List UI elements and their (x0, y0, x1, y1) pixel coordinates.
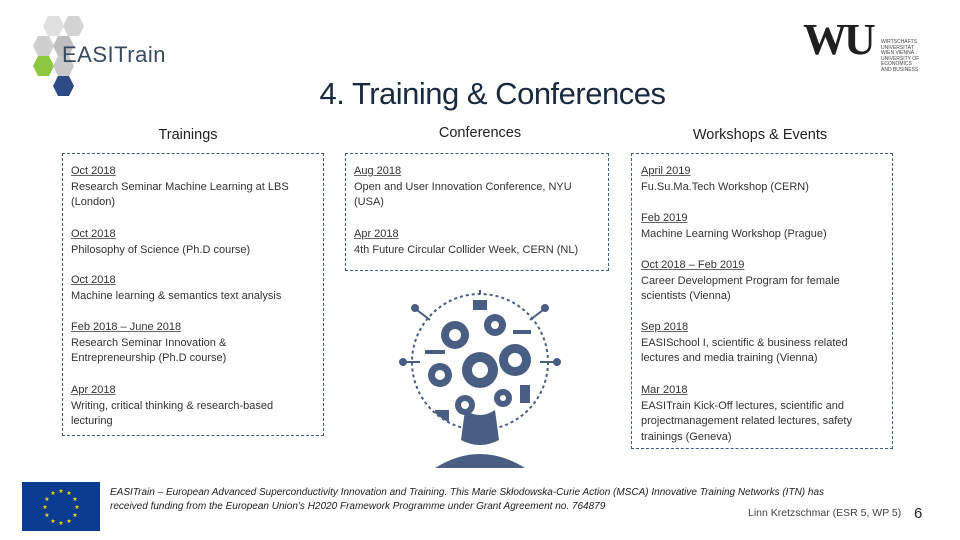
eu-flag-icon (22, 482, 100, 531)
conference-entry: Apr 2018 4th Future Circular Collider Week, CERN (NL) (354, 228, 579, 256)
workshop-entry: Sep 2018 EASISchool I, scientific & business related lectures and media training (Vienna) (641, 321, 848, 364)
svg-text:★: ★ (44, 512, 50, 519)
logo-text: EASITrain (62, 42, 166, 67)
conference-entry: Aug 2018 Open and User Innovation Conference, NYU (USA) (354, 165, 572, 208)
workshop-entry: Mar 2018 EASITrain Kick-Off lectures, scientific and projectmanagement related lectures, safety trainings (Geneva) (641, 384, 852, 443)
page-number: 6 (914, 505, 923, 522)
page-title: 4. Training & Conferences (319, 76, 666, 111)
svg-text:★: ★ (58, 488, 64, 495)
eu-stars-icon (22, 482, 100, 531)
wu-logo-mark: WU (803, 15, 873, 64)
workshop-entry: April 2019 Fu.Su.Ma.Tech Workshop (CERN) (641, 165, 809, 193)
svg-text:★: ★ (66, 518, 72, 525)
svg-text:★: ★ (74, 504, 80, 511)
head-gears-illustration (395, 290, 565, 468)
svg-text:★: ★ (50, 490, 56, 497)
workshop-entry: Feb 2019 Machine Learning Workshop (Prague) (641, 212, 827, 240)
svg-text:★: ★ (42, 504, 48, 511)
svg-text:★: ★ (72, 512, 78, 519)
wu-logo-text: WIRTSCHAFTS UNIVERSITÄT WIEN VIENNA UNIVERSITY OF ECONOMICS AND BUSINESS (881, 39, 920, 73)
trainings-heading: Trainings (158, 127, 218, 143)
svg-text:★: ★ (72, 496, 78, 503)
workshop-entry: Oct 2018 – Feb 2019 Career Development Program for female scientists (Vienna) (641, 259, 840, 302)
training-entry: Apr 2018 Writing, critical thinking & research-based lecturing (71, 384, 274, 427)
svg-text:★: ★ (66, 490, 72, 497)
funding-statement: EASITrain – European Advanced Superconductivity Innovation and Training. This Marie Skłodowska-Curie Action (MSCA) Innovative Training Networks (ITN) has received funding from the European Union’s H2020 Framework Programme under Grant Agreement no. 764879 (110, 487, 825, 512)
workshops-heading: Workshops & Events (692, 127, 828, 143)
svg-text:★: ★ (44, 496, 50, 503)
author-credit: Linn Kretzschmar (ESR 5, WP 5) (748, 507, 902, 519)
conferences-heading: Conferences (438, 125, 522, 141)
svg-text:★: ★ (50, 518, 56, 525)
training-entry: Feb 2018 – June 2018 Research Seminar Innovation & Entrepreneurship (Ph.D course) (71, 321, 227, 364)
training-entry: Oct 2018 Research Seminar Machine Learning at LBS (London) (71, 165, 289, 208)
training-entry: Oct 2018 Machine learning & semantics text analysis (71, 274, 282, 302)
svg-text:★: ★ (58, 520, 64, 527)
training-entry: Oct 2018 Philosophy of Science (Ph.D course) (71, 228, 251, 256)
